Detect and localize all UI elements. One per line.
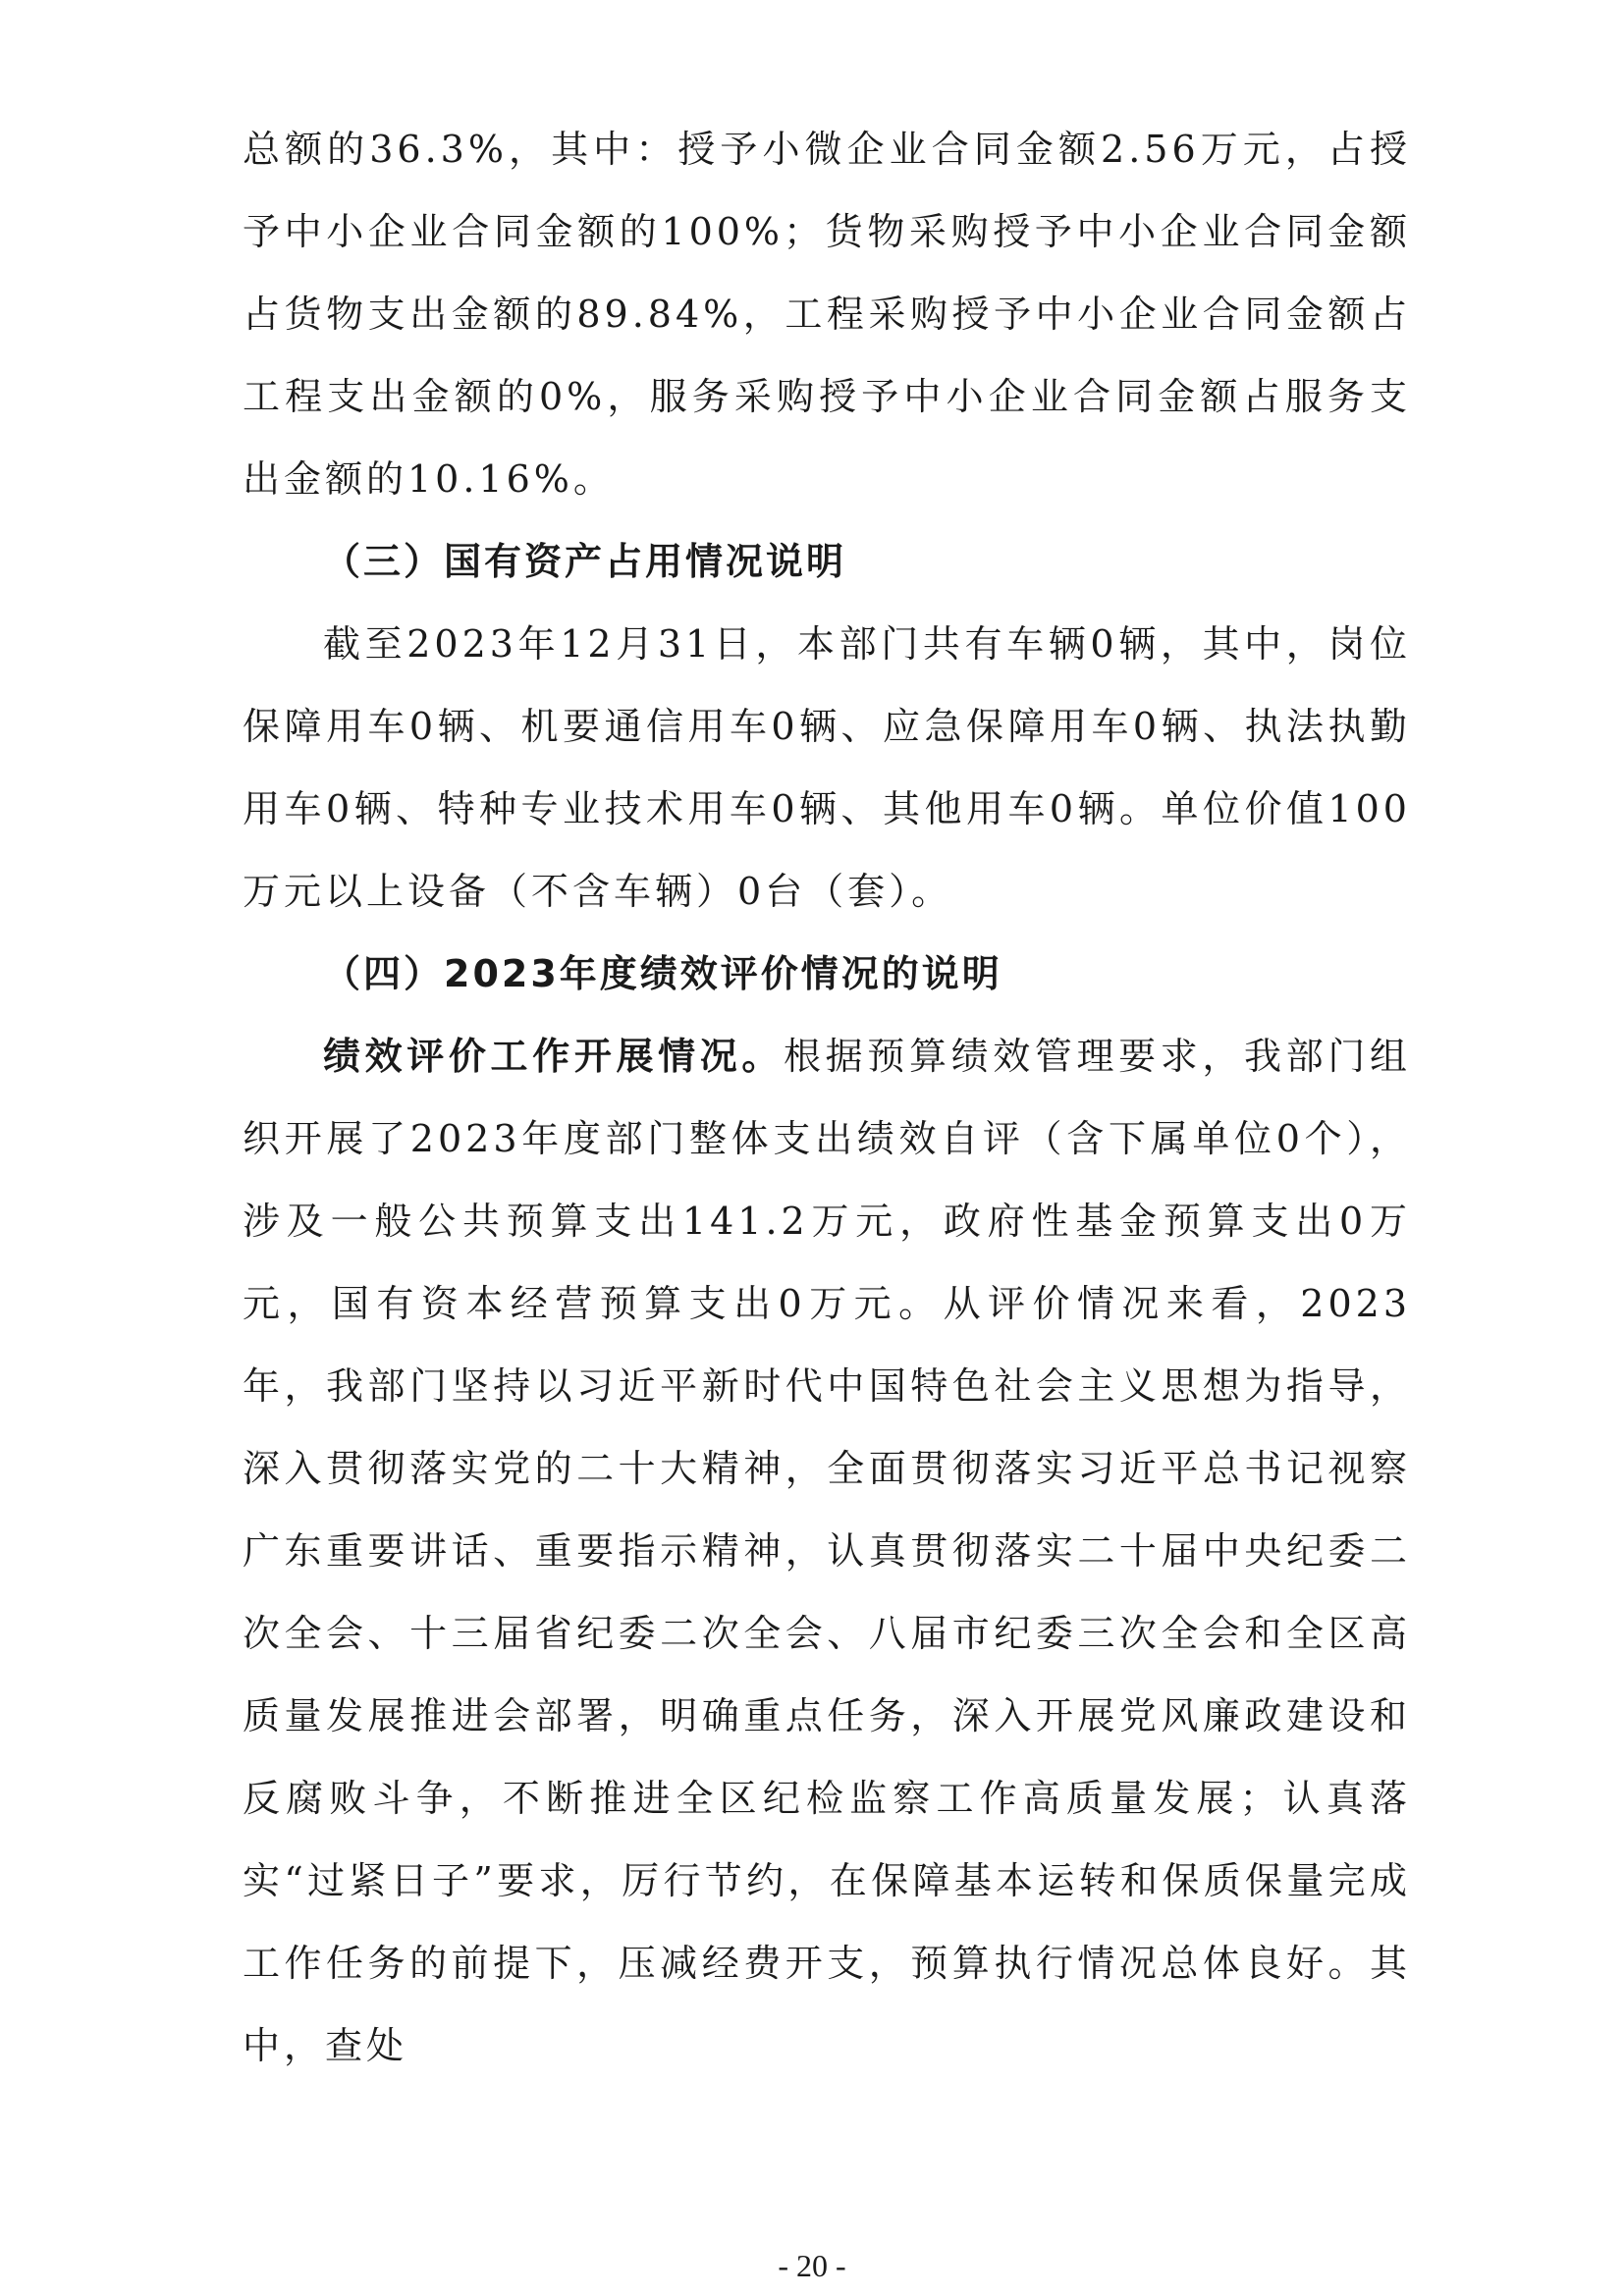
paragraph-procurement-summary: 总额的36.3%，其中：授予小微企业合同金额2.56万元，占授予中小企业合同金额的100%；货物采购授予中小企业合同金额占货物支出金额的89.84%，工程采购授予中小企业合同金额占工程支出金额的0%，服务采购授予中小企业合同金额占服务支出金额的10.16%。 (243, 128, 1411, 501)
document-body (243, 108, 1411, 2087)
paragraph-state-assets: 截至2023年12月31日，本部门共有车辆0辆，其中，岗位保障用车0辆、机要通信用车0辆、应急保障用车0辆、执法执勤用车0辆、特种专业技术用车0辆、其他用车0辆。单位价值100万元以上设备（不含车辆）0台（套）。 (243, 622, 1411, 913)
page-number: - 20 - (778, 2248, 846, 2283)
paragraph-performance-evaluation (243, 1015, 1411, 2087)
paragraph-lead-bold: 绩效评价工作开展情况。 (323, 1035, 785, 1078)
section-heading-performance-evaluation: （四）2023年度绩效评价情况的说明 (323, 952, 1002, 995)
section-heading-state-assets: （三）国有资产占用情况说明 (323, 540, 847, 583)
paragraph-performance-body: 根据预算绩效管理要求，我部门组织开展了2023年度部门整体支出绩效自评（含下属单位0个），涉及一般公共预算支出141.2万元，政府性基金预算支出0万元，国有资本经营预算支出0万元。从评价情况来看，2023年，我部门坚持以习近平新时代中国特色社会主义思想为指导，深入贯彻落实党的二十大精神，全面贯彻落实习近平总书记视察广东重要讲话、重要指示精神，认真贯彻落实二十届中央纪委二次全会、十三届省纪委二次全会、八届市纪委三次全会和全区高质量发展推进会部署，明确重点任务，深入开展党风廉政建设和反腐败斗争，不断推进全区纪检监察工作高质量发展；认真落实“过紧日子”要求，厉行节约，在保障基本运转和保质保量完成工作任务的前提下，压减经费开支，预算执行情况总体良好。其中，查处 (243, 1035, 1411, 2067)
